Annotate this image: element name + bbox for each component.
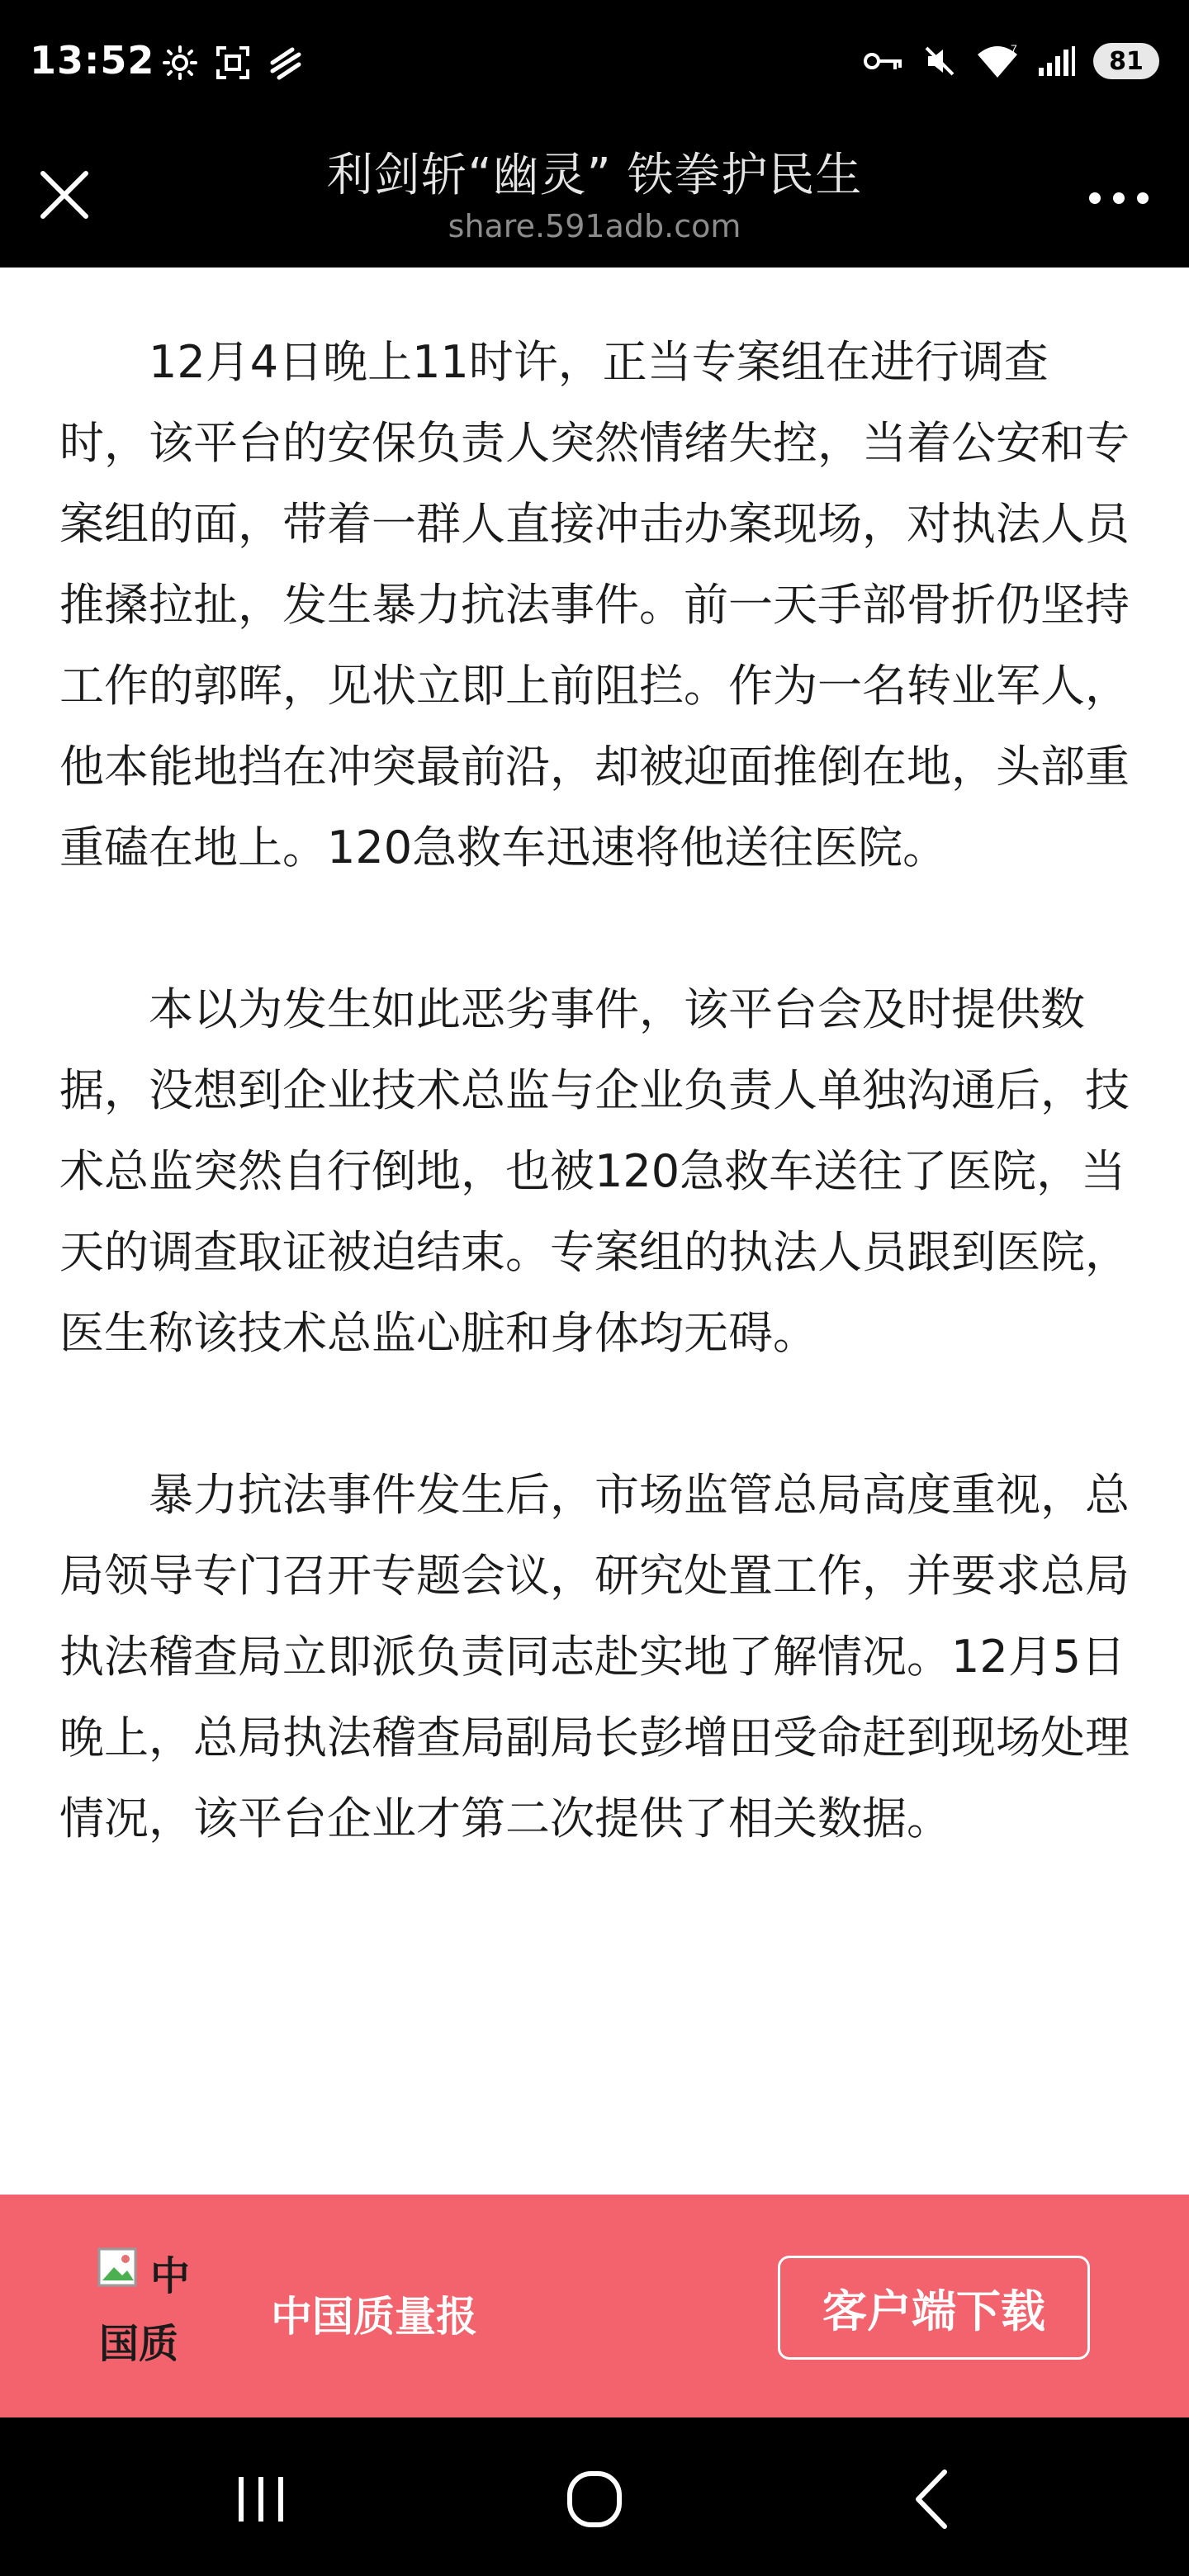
vpn-key-icon (862, 45, 905, 78)
signal-icon (1037, 45, 1077, 78)
app-download-banner (0, 2195, 1189, 2417)
article-paragraph: 12月4日晚上11时许，正当专案组在进行调查时，该平台的安保负责人突然情绪失控，当着公安和专案组的面，带着一群人直接冲击办案现场，对执法人员推搡拉扯，发生暴力抗法事件。前一天手部骨折仍坚持工作的郭晖，见状立即上前阻拦。作为一名转业军人，他本能地挡在冲突最前沿，却被迎面推倒在地，头部重重磕在地上。120急救车迅速将他送往医院。 (59, 336, 1130, 874)
download-app-button[interactable]: 客户端下载 (778, 2256, 1090, 2360)
status-left-icons (162, 45, 304, 81)
page-url: share.591adb.com (448, 208, 741, 244)
status-bar (0, 0, 1189, 135)
home-icon[interactable] (553, 2462, 636, 2536)
data-saver-icon (268, 45, 304, 81)
screenshot-icon (215, 45, 251, 81)
svg-text:7: 7 (1011, 43, 1017, 55)
logo-alt-line1: 中 (150, 2253, 191, 2299)
brand-name: 中国质量报 (271, 2293, 477, 2341)
navigation-bar (0, 2417, 1189, 2576)
back-icon[interactable] (892, 2462, 974, 2536)
status-time: 13:52 (30, 38, 155, 83)
battery-indicator: 81 (1093, 43, 1159, 79)
mute-icon (921, 43, 958, 79)
wifi-icon (974, 43, 1021, 79)
logo-alt-line2: 国质 (99, 2321, 179, 2367)
more-icon[interactable] (1082, 165, 1156, 231)
article-body (59, 322, 1133, 1940)
brightness-icon (162, 45, 198, 81)
article-paragraph: 本以为发生如此恶劣事件，该平台会及时提供数据，没想到企业技术总监与企业负责人单独沟通后，技术总监突然自行倒地，也被120急救车送往了医院，当天的调查取证被迫结束。专案组的执法人员跟到医院，医生称该技术总监心脏和身体均无碍。 (59, 983, 1130, 1359)
brand-logo (92, 2242, 200, 2366)
title-bar (0, 135, 1189, 268)
page-title: 利剑斩“幽灵” 铁拳护民生 (326, 149, 863, 202)
status-right-icons (862, 43, 1159, 79)
recent-apps-icon[interactable] (220, 2462, 302, 2536)
logo-alt-text (99, 2242, 203, 2378)
article-paragraph: 暴力抗法事件发生后，市场监管总局高度重视，总局领导专门召开专题会议，研究处置工作，并要求总局执法稽查局立即派负责同志赴实地了解情况。12月5日晚上，总局执法稽查局副局长彭增田受命赶到现场处理情况，该平台企业才第二次提供了相关数据。 (59, 1469, 1130, 1844)
